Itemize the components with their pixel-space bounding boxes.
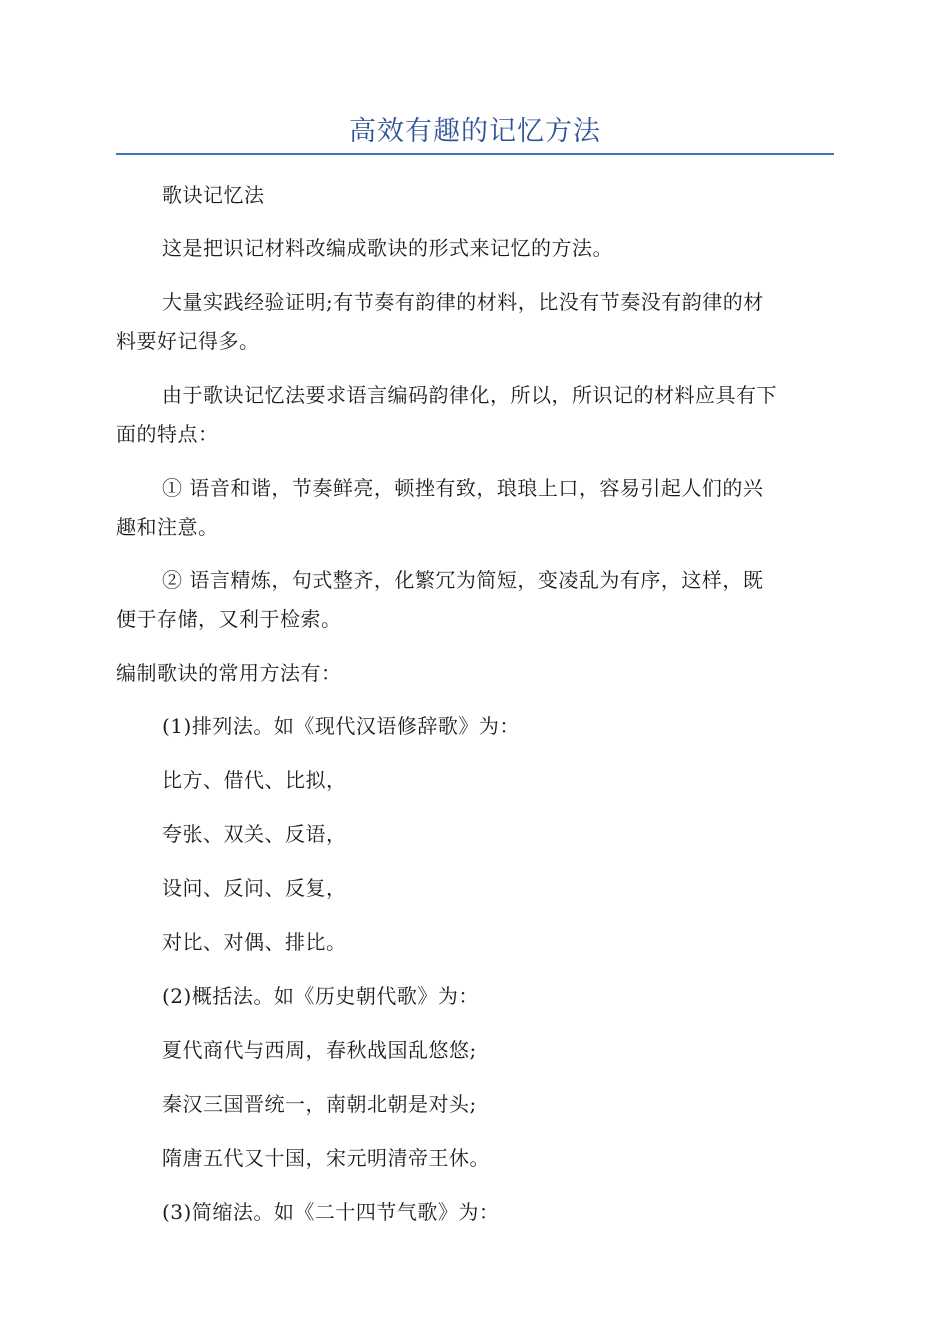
method-heading: (1)排列法。如《现代汉语修辞歌》为： [162,714,520,738]
paragraph-line: 由于歌诀记忆法要求语言编码韵律化，所以，所识记的材料应具有下 [162,383,777,407]
paragraph-line: 大量实践经验证明;有节奏有韵律的材料，比没有节奏没有韵律的材 [162,290,764,314]
paragraph-line: 料要好记得多。 [116,329,260,353]
verse-line: 设问、反问、反复， [162,876,347,900]
verse-line: 夸张、双关、反语， [162,822,347,846]
paragraph-line: 这是把识记材料改编成歌诀的形式来记忆的方法。 [162,236,613,260]
list-item-line: 趣和注意。 [116,515,219,539]
verse-line: 比方、借代、比拟， [162,768,347,792]
paragraph-line: 面的特点： [116,422,219,446]
list-item-line: ① 语音和谐，节奏鲜亮，顿挫有致，琅琅上口，容易引起人们的兴 [162,476,764,500]
verse-line: 对比、对偶、排比。 [162,930,347,954]
list-item-line: ② 语言精炼，句式整齐，化繁冗为简短，变凌乱为有序，这样，既 [162,568,764,592]
paragraph-line: 编制歌诀的常用方法有： [116,661,342,685]
list-item-line: 便于存储，又利于检索。 [116,607,342,631]
verse-line: 隋唐五代又十国，宋元明清帝王休。 [162,1146,490,1170]
document-title: 高效有趣的记忆方法 [349,116,601,147]
verse-line: 秦汉三国晋统一，南朝北朝是对头; [162,1092,477,1116]
section-heading: 歌诀记忆法 [162,183,265,207]
verse-line: 夏代商代与西周，春秋战国乱悠悠; [162,1038,477,1062]
method-heading: (2)概括法。如《历史朝代歌》为： [162,984,479,1008]
title-underline [116,153,834,155]
method-heading: (3)简缩法。如《二十四节气歌》为： [162,1200,500,1224]
